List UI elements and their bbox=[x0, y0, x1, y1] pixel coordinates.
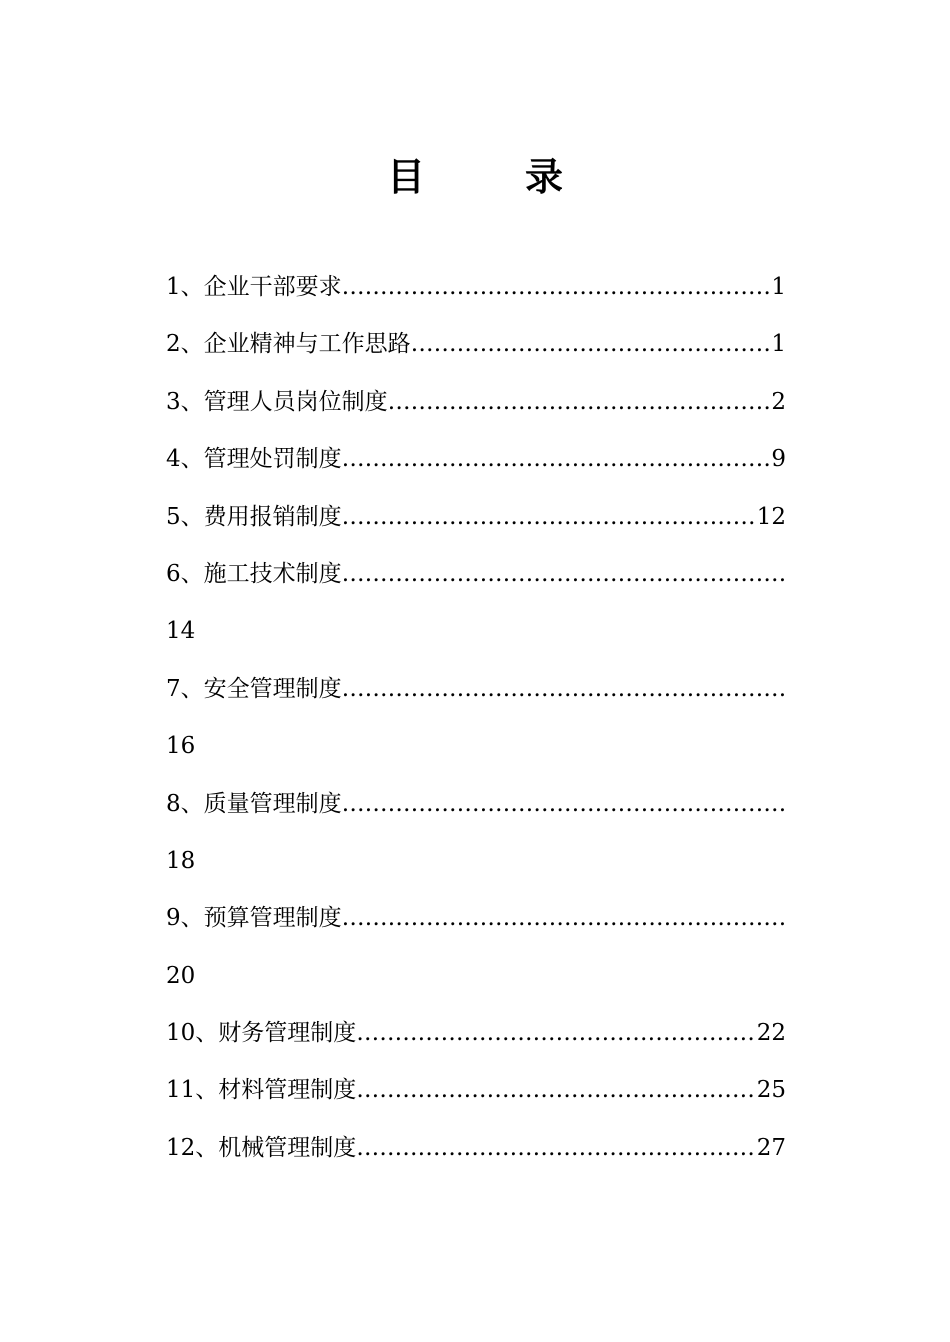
toc-entry-page: 27 bbox=[756, 1134, 786, 1161]
toc-leader-dots bbox=[356, 1010, 756, 1067]
toc-entry-label: 5、费用报销制度 bbox=[166, 503, 342, 530]
toc-entry-label: 6、施工技术制度 bbox=[166, 560, 342, 587]
toc-leader-dots bbox=[342, 436, 772, 493]
toc-leader-dots bbox=[356, 1125, 756, 1182]
toc-entry-page: 20 bbox=[166, 962, 196, 989]
toc-entry-label: 8、质量管理制度 bbox=[166, 790, 342, 817]
toc-entry-label: 4、管理处罚制度 bbox=[166, 446, 342, 473]
toc-entry[interactable] bbox=[166, 321, 786, 378]
toc-entry-page: 14 bbox=[166, 618, 196, 645]
toc-entry-label: 3、管理人员岗位制度 bbox=[166, 388, 388, 415]
title-char-2: 录 bbox=[525, 154, 564, 199]
toc-entry-label: 7、安全管理制度 bbox=[166, 675, 342, 702]
toc-entry[interactable] bbox=[166, 379, 786, 436]
toc-leader-dots bbox=[342, 494, 757, 551]
toc-entry-page: 25 bbox=[756, 1077, 786, 1104]
toc-leader-dots bbox=[342, 666, 786, 723]
toc-entry-label: 9、预算管理制度 bbox=[166, 905, 342, 932]
toc-entry[interactable] bbox=[166, 666, 786, 723]
toc-entry-label: 11、材料管理制度 bbox=[166, 1077, 357, 1104]
toc-leader-dots bbox=[342, 551, 786, 608]
toc-entry-page: 12 bbox=[756, 503, 786, 530]
table-of-contents bbox=[166, 264, 786, 1182]
toc-entry[interactable] bbox=[166, 494, 786, 551]
toc-entry-label: 1、企业干部要求 bbox=[166, 274, 342, 300]
toc-leader-dots bbox=[342, 781, 786, 838]
toc-entry-page: 1 bbox=[771, 274, 786, 300]
toc-entry-label: 10、财务管理制度 bbox=[166, 1020, 357, 1047]
toc-entry-page: 16 bbox=[166, 733, 196, 760]
toc-entry-page: 9 bbox=[771, 446, 786, 473]
toc-entry[interactable] bbox=[166, 1067, 786, 1124]
toc-entry[interactable] bbox=[166, 551, 786, 608]
toc-entry-page: 22 bbox=[756, 1020, 786, 1047]
toc-entry[interactable] bbox=[166, 264, 786, 321]
toc-entry-label: 12、机械管理制度 bbox=[166, 1134, 357, 1161]
toc-entry[interactable] bbox=[166, 895, 786, 952]
toc-entry-page: 1 bbox=[771, 331, 786, 358]
toc-entry[interactable] bbox=[166, 1125, 786, 1182]
toc-leader-dots bbox=[342, 895, 786, 952]
toc-entry-label: 2、企业精神与工作思路 bbox=[166, 331, 411, 358]
toc-leader-dots bbox=[411, 321, 772, 378]
toc-entry[interactable] bbox=[166, 781, 786, 838]
toc-entry-page: 18 bbox=[166, 847, 196, 874]
title-char-1: 目 bbox=[386, 154, 425, 199]
toc-leader-dots bbox=[356, 1067, 756, 1124]
toc-entry-page: 2 bbox=[771, 388, 786, 415]
page-title bbox=[0, 146, 950, 201]
toc-leader-dots bbox=[342, 264, 772, 321]
toc-entry[interactable] bbox=[166, 436, 786, 493]
toc-entry[interactable] bbox=[166, 1010, 786, 1067]
toc-leader-dots bbox=[388, 379, 772, 436]
